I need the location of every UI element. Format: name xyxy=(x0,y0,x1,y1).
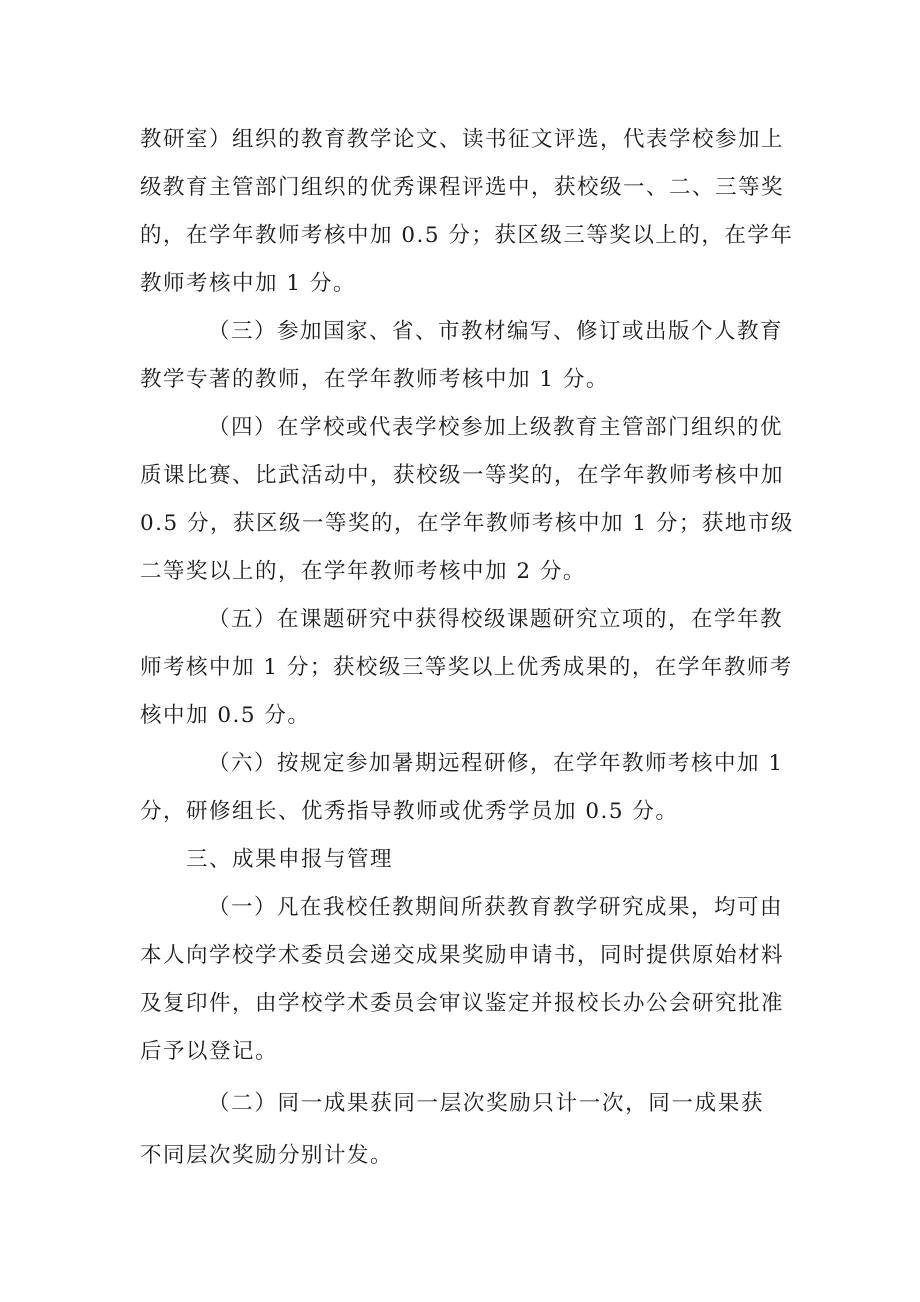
paragraph-line: 质课比赛、比武活动中，获校级一等奖的，在学年教师考核中加 xyxy=(140,463,785,488)
paragraph-line: （六）按规定参加暑期远程研修，在学年教师考核中加 1 xyxy=(208,751,784,776)
paragraph-line: （四）在学校或代表学校参加上级教育主管部门组织的优 xyxy=(208,415,784,440)
paragraph-line: 级教育主管部门组织的优秀课程评选中，获校级一、二、三等奖 xyxy=(140,175,785,200)
paragraph-line: 师考核中加 1 分；获校级三等奖以上优秀成果的，在学年教师考 xyxy=(140,655,793,680)
paragraph-line: 本人向学校学术委员会递交成果奖励申请书，同时提供原始材料 xyxy=(140,943,785,968)
section-heading: 三、成果申报与管理 xyxy=(186,847,394,872)
paragraph-line: （一）凡在我校任教期间所获教育教学研究成果，均可由 xyxy=(208,895,784,920)
paragraph-line: 核中加 0.5 分。 xyxy=(140,703,311,728)
paragraph-line: 及复印件，由学校学术委员会审议鉴定并报校长办公会研究批准 xyxy=(140,991,785,1016)
paragraph-line: 教师考核中加 1 分。 xyxy=(140,271,356,296)
paragraph-line: 不同层次奖励分别计发。 xyxy=(140,1143,394,1168)
paragraph-line: （二）同一成果获同一层次奖励只计一次，同一成果获 xyxy=(208,1091,764,1116)
paragraph-line: （五）在课题研究中获得校级课题研究立项的，在学年教 xyxy=(208,607,784,632)
paragraph-line: 后予以登记。 xyxy=(140,1039,279,1064)
paragraph-line: 教研室）组织的教育教学论文、读书征文评选，代表学校参加上 xyxy=(140,127,785,152)
paragraph-line: 二等奖以上的，在学年教师考核中加 2 分。 xyxy=(140,559,586,584)
paragraph-line: （三）参加国家、省、市教材编写、修订或出版个人教育 xyxy=(208,319,784,344)
paragraph-line: 教学专著的教师，在学年教师考核中加 1 分。 xyxy=(140,367,609,392)
paragraph-line: 的，在学年教师考核中加 0.5 分；获区级三等奖以上的，在学年 xyxy=(140,223,794,248)
paragraph-line: 0.5 分，获区级一等奖的，在学年教师考核中加 1 分；获地市级 xyxy=(140,511,794,536)
paragraph-line: 分，研修组长、优秀指导教师或优秀学员加 0.5 分。 xyxy=(140,799,679,824)
